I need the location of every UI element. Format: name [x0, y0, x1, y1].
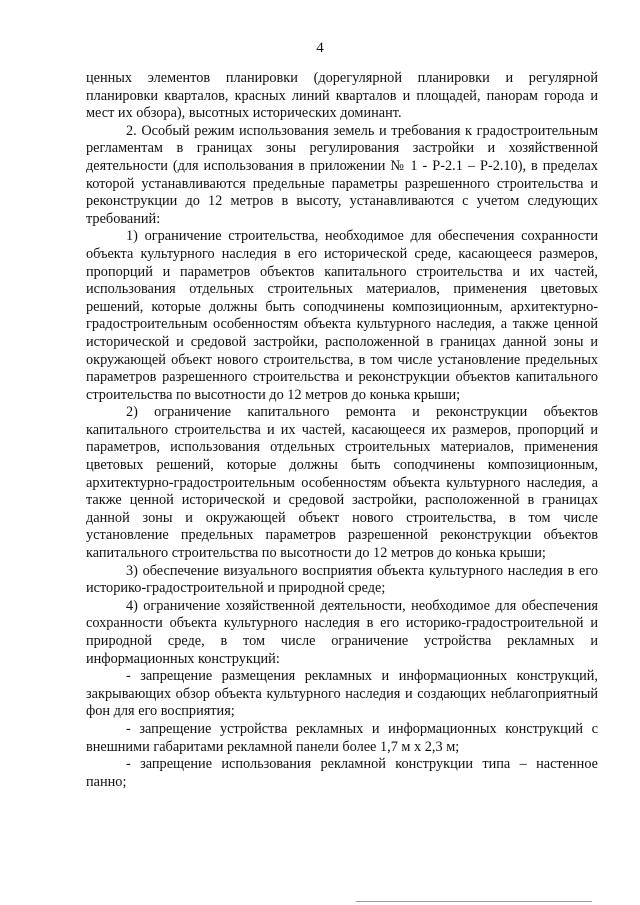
document-body	[86, 70, 598, 791]
dash-item-2: - запрещение устройства рекламных и информационных конструкций с внешними габаритами рекламной панели более 1,7 м х 2,3 м;	[86, 720, 598, 755]
dash-item-3: - запрещение использования рекламной конструкции типа – настенное панно;	[86, 756, 598, 790]
paragraph-item-1: 1) ограничение строительства, необходимое для обеспечения сохранности объекта культурного наследия в его исторической среде, касающееся размеров, пропорций и параметров объектов капитального строительства и их частей, использования отдельных строительных материалов, применения цветовых решений, которые должны быть соподчинены композиционным, архитектурно-градостроительным особенностям объекта культурного наследия, а также ценной исторической и средовой застройки, расположенной в границах данной зоны и окружающей объект нового строительства, в том числе установление предельных параметров разрешенного строительства и реконструкции объектов капитального строительства по высотности до 12 метров до конька крыши;	[86, 228, 598, 403]
bottom-divider	[356, 901, 592, 902]
paragraph-item-3: 3) обеспечение визуального восприятия объекта культурного наследия в его историко-градостроительной и природной среде;	[86, 562, 598, 597]
paragraph-continuation: ценных элементов планировки (дорегулярной планировки и регулярной планировки кварталов, красных линий кварталов и площадей, панорам города и мест их обзора), высотных исторических доминант.	[86, 70, 598, 122]
paragraph-item-2: 2) ограничение капитального ремонта и реконструкции объектов капитального строительства и их частей, касающееся их размеров, пропорций и параметров, использования отдельных строительных материалов, применения цветовых решений, которые должны быть соподчинены композиционным, архитектурно-градостроительным особенностям объекта культурного наследия, а также ценной исторической и средовой застройки, расположенной в границах данной зоны и окружающей объект нового строительства, в том числе установление предельных параметров разрешенной реконструкции объектов капитального строительства по высотности до 12 метров до конька крыши;	[86, 404, 598, 562]
paragraph-item-4: 4) ограничение хозяйственной деятельности, необходимое для обеспечения сохранности объекта культурного наследия в его историко-градостроительной и природной среде, в том числе ограничение устройства рекламных и информационных конструкций:	[86, 597, 598, 667]
dash-item-1: - запрещение размещения рекламных и информационных конструкций, закрывающих обзор объекта культурного наследия и создающих неблагоприятный фон для его восприятия;	[86, 668, 598, 720]
page-number: 4	[316, 40, 324, 56]
paragraph-section-2: 2. Особый режим использования земель и требования к градостроительным регламентам в границах зоны регулирования застройки и хозяйственной деятельности (для использования в приложении № 1 - Р-2.1 – Р-2.10), в пределах которой устанавливаются предельные параметры разрешенного строительства и реконструкции до 12 метров в высоту, устанавливаются с учетом следующих требований:	[86, 122, 598, 227]
